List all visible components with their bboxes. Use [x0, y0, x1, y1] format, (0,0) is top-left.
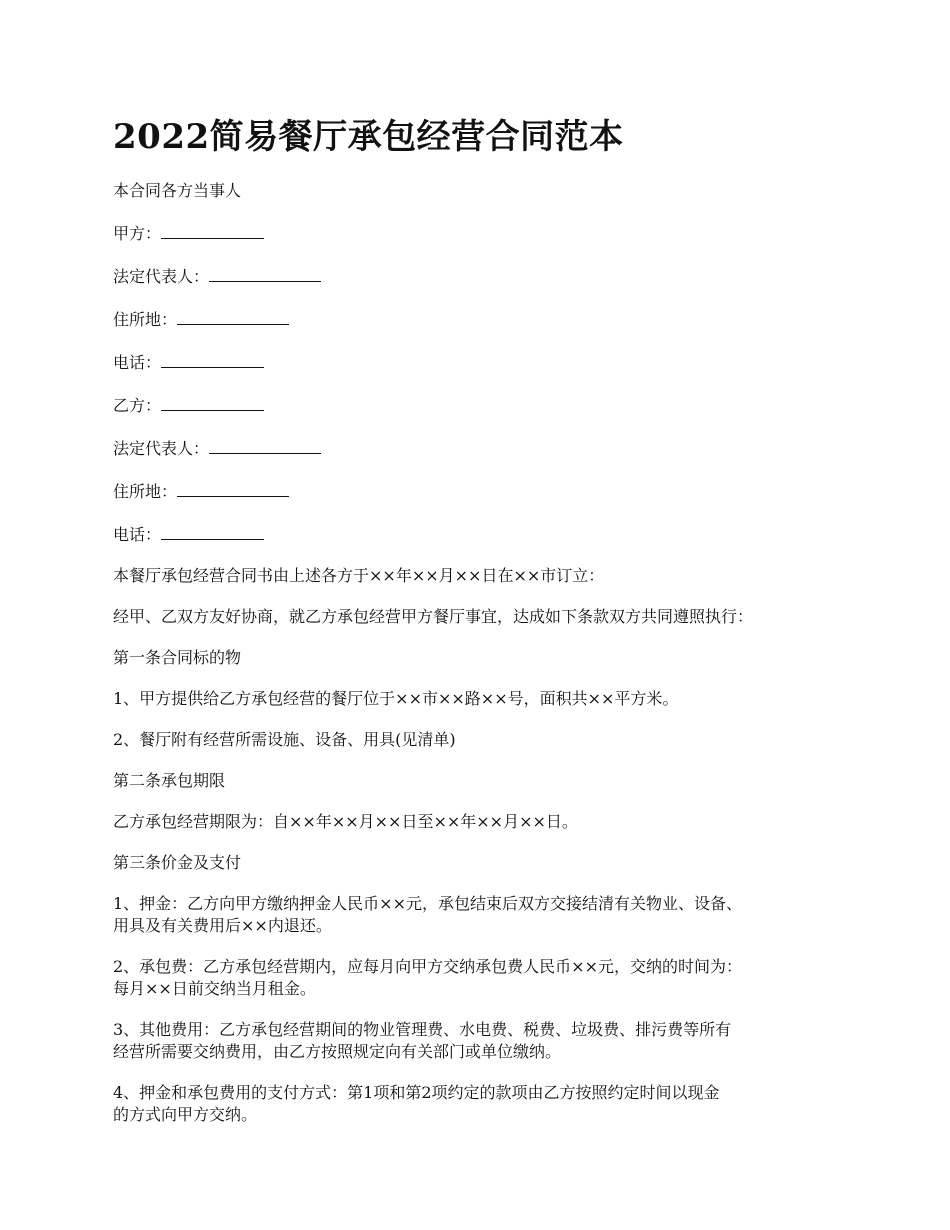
party-a-addr-line: [113, 307, 853, 331]
party-b-line: [113, 393, 853, 417]
party-a-line: [113, 221, 853, 245]
party-a-rep-line: [113, 264, 853, 288]
party-a-label: 甲方：: [113, 224, 162, 243]
party-b-rep-line: [113, 436, 853, 460]
article-2-heading: 第二条承包期限: [113, 771, 226, 790]
party-b-rep-label: 法定代表人：: [113, 439, 210, 458]
agreement-text: 经甲、乙双方友好协商，就乙方承包经营甲方餐厅事宜，达成如下条款双方共同遵照执行：: [113, 607, 754, 626]
article-3-item-1: 1、押金：乙方向甲方缴纳押金人民币××元，承包结束后双方交接结清有关物业、设备、 用具及有关费用后××内退还。: [113, 894, 742, 935]
party-b-phone-blank: [161, 522, 264, 540]
party-b-addr-label: 住所地：: [113, 482, 178, 501]
party-a-phone-line: [113, 350, 853, 374]
party-b-label: 乙方：: [113, 396, 162, 415]
party-a-blank: [161, 221, 264, 239]
intro-text: 本合同各方当事人: [113, 181, 242, 200]
party-b-phone-label: 电话：: [113, 525, 162, 544]
party-b-blank: [161, 393, 264, 411]
document-title: 2022简易餐厅承包经营合同范本: [113, 117, 624, 157]
party-a-rep-blank: [209, 264, 321, 282]
article-3-item-2: 2、承包费：乙方承包经营期内，应每月向甲方交纳承包费人民币××元，交纳的时间为： 每月××日前交纳当月租金。: [113, 957, 742, 998]
party-a-rep-label: 法定代表人：: [113, 267, 210, 286]
signing-text: 本餐厅承包经营合同书由上述各方于××年××月××日在××市订立：: [113, 566, 605, 585]
party-b-rep-blank: [209, 436, 321, 454]
article-1-heading: 第一条合同标的物: [113, 648, 242, 667]
party-a-addr-blank: [177, 307, 289, 325]
article-1-item-2: 2、餐厅附有经营所需设施、设备、用具(见清单): [113, 730, 456, 749]
party-a-phone-blank: [161, 350, 264, 368]
party-a-phone-label: 电话：: [113, 353, 162, 372]
article-3-item-3: 3、其他费用：乙方承包经营期间的物业管理费、水电费、税费、垃圾费、排污费等所有 经营所需要交纳费用，由乙方按照规定向有关部门或单位缴纳。: [113, 1020, 732, 1061]
article-2-text: 乙方承包经营期限为：自××年××月××日至××年××月××日。: [113, 812, 578, 831]
party-b-addr-line: [113, 479, 853, 503]
party-a-addr-label: 住所地：: [113, 310, 178, 329]
article-3-item-4: 4、押金和承包费用的支付方式：第1项和第2项约定的款项由乙方按照约定时间以现金 的方式向甲方交纳。: [113, 1083, 720, 1124]
party-b-phone-line: [113, 522, 853, 546]
article-1-item-1: 1、甲方提供给乙方承包经营的餐厅位于××市××路××号，面积共××平方米。: [113, 689, 679, 708]
article-3-heading: 第三条价金及支付: [113, 853, 242, 872]
contract-page: [113, 112, 853, 1145]
party-b-addr-blank: [177, 479, 289, 497]
